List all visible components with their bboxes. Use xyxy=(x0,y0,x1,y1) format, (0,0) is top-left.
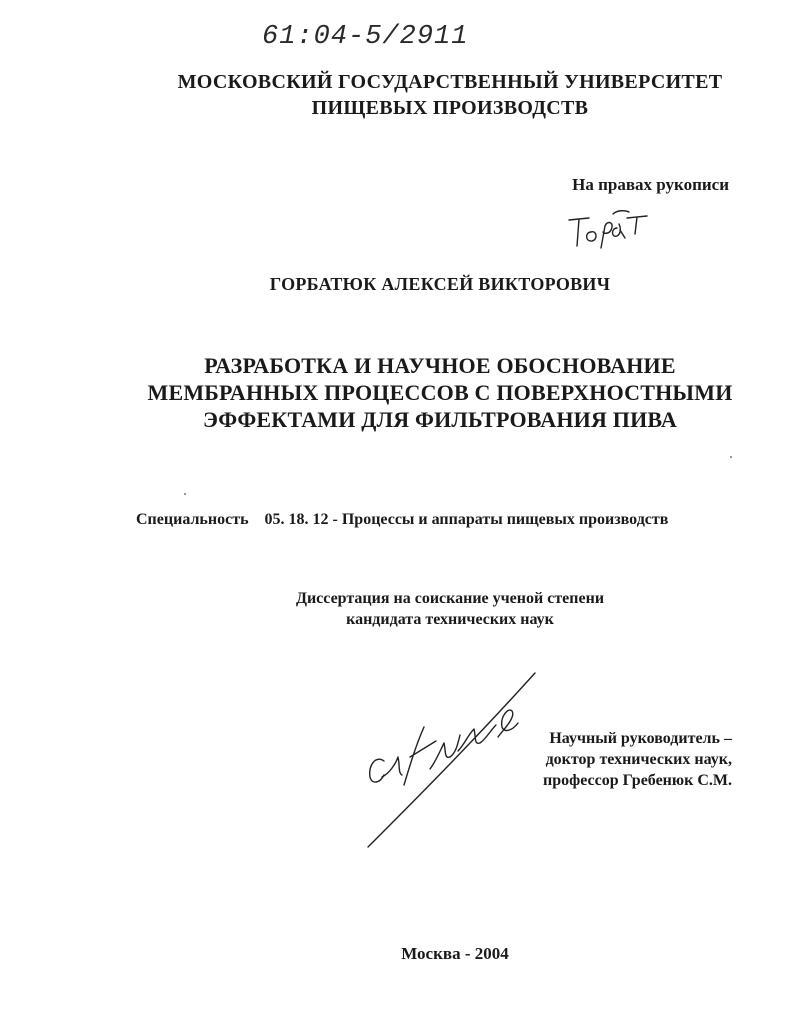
title-line-2: МЕМБРАННЫХ ПРОЦЕССОВ С ПОВЕРХНОСТНЫМИ xyxy=(147,380,733,405)
scan-speck xyxy=(184,493,186,495)
city-year-separator: - xyxy=(464,944,471,963)
dissertation-title xyxy=(110,352,770,433)
city: Москва xyxy=(401,944,461,963)
specialty-code: 05. 18. 12 xyxy=(264,511,329,528)
author-name: ГОРБАТЮК АЛЕКСЕЙ ВИКТОРОВИЧ xyxy=(269,274,611,294)
handwritten-signature-note xyxy=(565,208,655,252)
specialty-name: Процессы и аппараты пищевых производств xyxy=(341,511,669,528)
supervisor-line-2: доктор технических наук, xyxy=(545,751,732,768)
degree-line-2: кандидата технических наук xyxy=(346,611,554,628)
scan-speck xyxy=(730,456,732,458)
specialty-label: Специальность xyxy=(136,511,249,528)
supervisor-line-3: профессор Гребенюк С.М. xyxy=(543,772,732,789)
year: 2004 xyxy=(474,944,509,963)
city-year xyxy=(300,944,610,964)
university-line-2: ПИЩЕВЫХ ПРОИЗВОДСТВ xyxy=(311,97,589,119)
university-name xyxy=(140,69,760,121)
degree-statement xyxy=(200,588,700,630)
title-line-1: РАЗРАБОТКА И НАУЧНОЕ ОБОСНОВАНИЕ xyxy=(204,353,676,378)
catalog-number: 61:04-5/2911 xyxy=(262,22,469,52)
supervisor-info xyxy=(470,728,732,791)
specialty-separator: - xyxy=(332,511,338,528)
university-line-1: МОСКОВСКИЙ ГОСУДАРСТВЕННЫЙ УНИВЕРСИТЕТ xyxy=(177,71,723,93)
degree-line-1: Диссертация на соискание ученой степени xyxy=(295,590,605,607)
title-line-3: ЭФФЕКТАМИ ДЛЯ ФИЛЬТРОВАНИЯ ПИВА xyxy=(203,407,677,432)
specialty-line xyxy=(136,511,776,529)
rights-note: На правах рукописи xyxy=(572,175,729,194)
supervisor-line-1: Научный руководитель – xyxy=(549,730,732,747)
